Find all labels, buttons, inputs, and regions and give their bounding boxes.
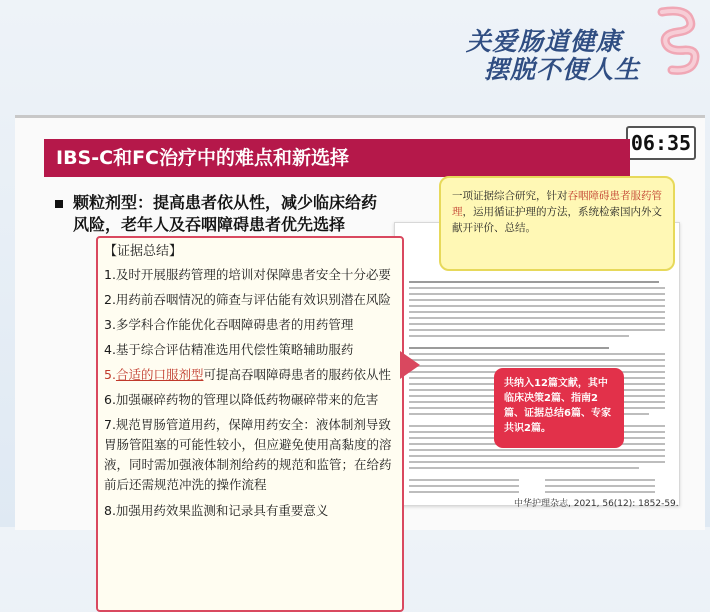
study-callout-text-b: ，运用循证护理的方法，系统检索国内外文献开评价、总结。 xyxy=(452,206,662,234)
main-bullet xyxy=(55,192,415,236)
literature-callout: 共纳入12篇文献，其中临床决策2篇、指南2篇、证据总结6篇、专家共识2篇。 xyxy=(494,368,624,448)
evidence-box-pointer xyxy=(400,351,420,379)
evidence-item: 4.基于综合评估精准选用代偿性策略辅助服药 xyxy=(104,342,354,357)
evidence-item-highlighted xyxy=(104,365,396,384)
evidence-item: 1.及时开展服药管理的培训对保障患者安全十分必要 xyxy=(104,267,391,282)
evidence-item: 8.加强用药效果监测和记录具有重要意义 xyxy=(104,503,329,518)
paper-citation: 中华护理杂志, 2021, 56(12): 1852-59. xyxy=(514,499,679,509)
countdown-timer: 06:35 xyxy=(626,126,696,160)
intestine-icon xyxy=(642,6,702,78)
evidence-header: 【证据总结】 xyxy=(104,244,183,259)
evidence-item5-suffix: 可提高吞咽障碍患者的服药依从性 xyxy=(203,367,391,382)
study-callout-highlight: 吞咽障碍患者服药管理 xyxy=(452,190,662,218)
evidence-item: 3.多学科合作能优化吞咽障碍患者的用药管理 xyxy=(104,317,354,332)
study-callout-text-a: 一项证据综合研究，针对 xyxy=(452,190,568,202)
brand-slogan-line2: 摆脱不便人生 xyxy=(484,55,641,84)
evidence-item5-underlined: 合适的口服剂型 xyxy=(115,367,204,382)
study-callout xyxy=(439,176,675,271)
bullet-square-icon xyxy=(55,200,63,208)
slide-title: IBS-C和FC治疗中的难点和新选择 xyxy=(44,139,630,177)
evidence-item: 7.规范胃肠管道用药，保障用药安全：液体制剂导致胃肠管阻塞的可能性较小，但应避免使用高黏度的溶液，同时需加强液体制剂给药的规范和监管；在给药前后还需规范冲洗的操作流程 xyxy=(104,417,392,492)
evidence-item: 2.用药前吞咽情况的筛查与评估能有效识别潜在风险 xyxy=(104,292,391,307)
presentation-slide xyxy=(15,115,705,530)
evidence-item5-prefix: 5. xyxy=(104,367,116,382)
evidence-item: 6.加强碾碎药物的管理以降低药物碾碎带来的危害 xyxy=(104,392,379,407)
bullet-line1: 颗粒剂型：提高患者依从性，减少临床给药 xyxy=(73,193,378,212)
brand-slogan-line1: 关爱肠道健康 xyxy=(466,27,623,56)
bullet-line2: 风险，老年人及吞咽障碍患者优先选择 xyxy=(73,215,346,234)
evidence-summary-box xyxy=(96,236,404,612)
